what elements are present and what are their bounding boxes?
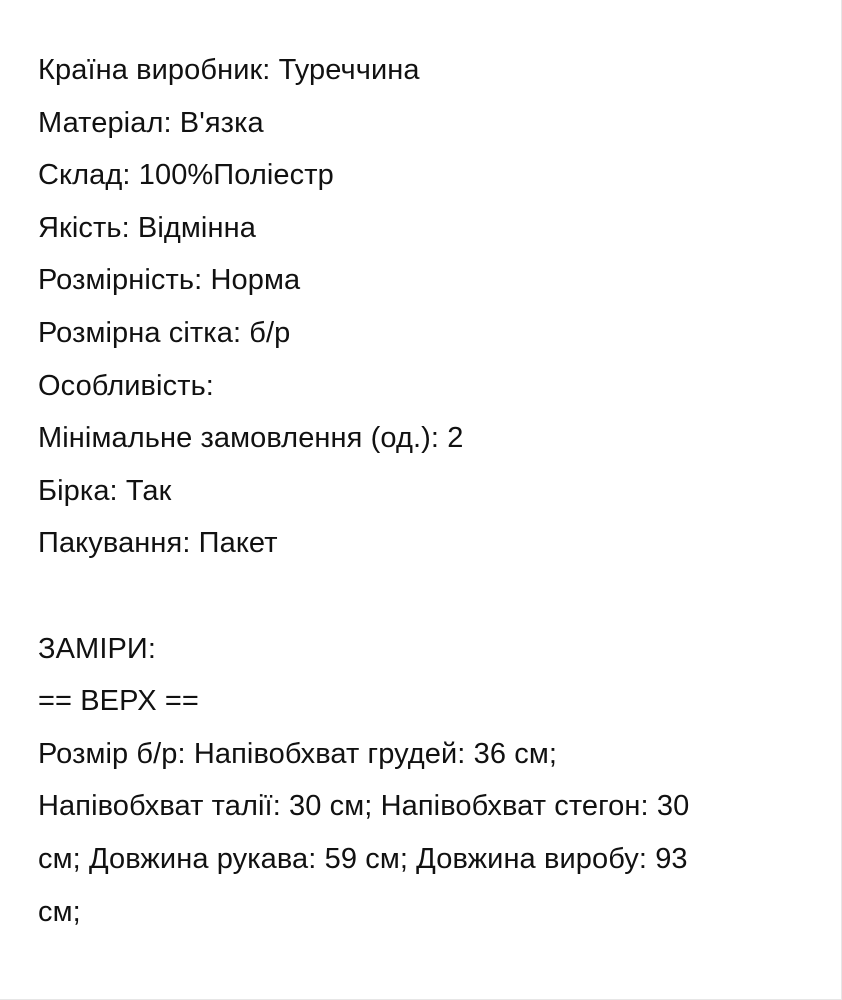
info-feature: Особливість:: [38, 369, 214, 402]
measurements-heading: ЗАМІРИ:: [38, 632, 157, 665]
measurements-section-top: == ВЕРХ ==: [38, 685, 199, 718]
info-size-grid: Розмірна сітка: б/р: [38, 316, 291, 349]
blank-line: [38, 570, 818, 623]
info-quality: Якість: Відмінна: [38, 211, 256, 244]
info-country: Країна виробник: Туреччина: [38, 54, 420, 86]
measurement-line: Розмір б/р: Напівобхват грудей: 36 см;: [38, 737, 558, 770]
info-minimum-order: Мінімальне замовлення (од.): 2: [38, 422, 464, 455]
measurement-line: Напівобхват талії: 30 см; Напівобхват стегон: 30: [38, 790, 690, 823]
info-tag: Бірка: Так: [38, 474, 172, 507]
measurement-line: см; Довжина рукава: 59 см; Довжина виробу: 93: [38, 842, 688, 875]
info-composition: Склад: 100%Поліестр: [38, 159, 334, 192]
measurement-line: см;: [38, 895, 81, 928]
info-sizing: Розмірність: Норма: [38, 264, 301, 297]
product-description: [38, 44, 818, 938]
info-packaging: Пакування: Пакет: [38, 527, 278, 560]
info-material: Матеріал: В'язка: [38, 106, 264, 139]
